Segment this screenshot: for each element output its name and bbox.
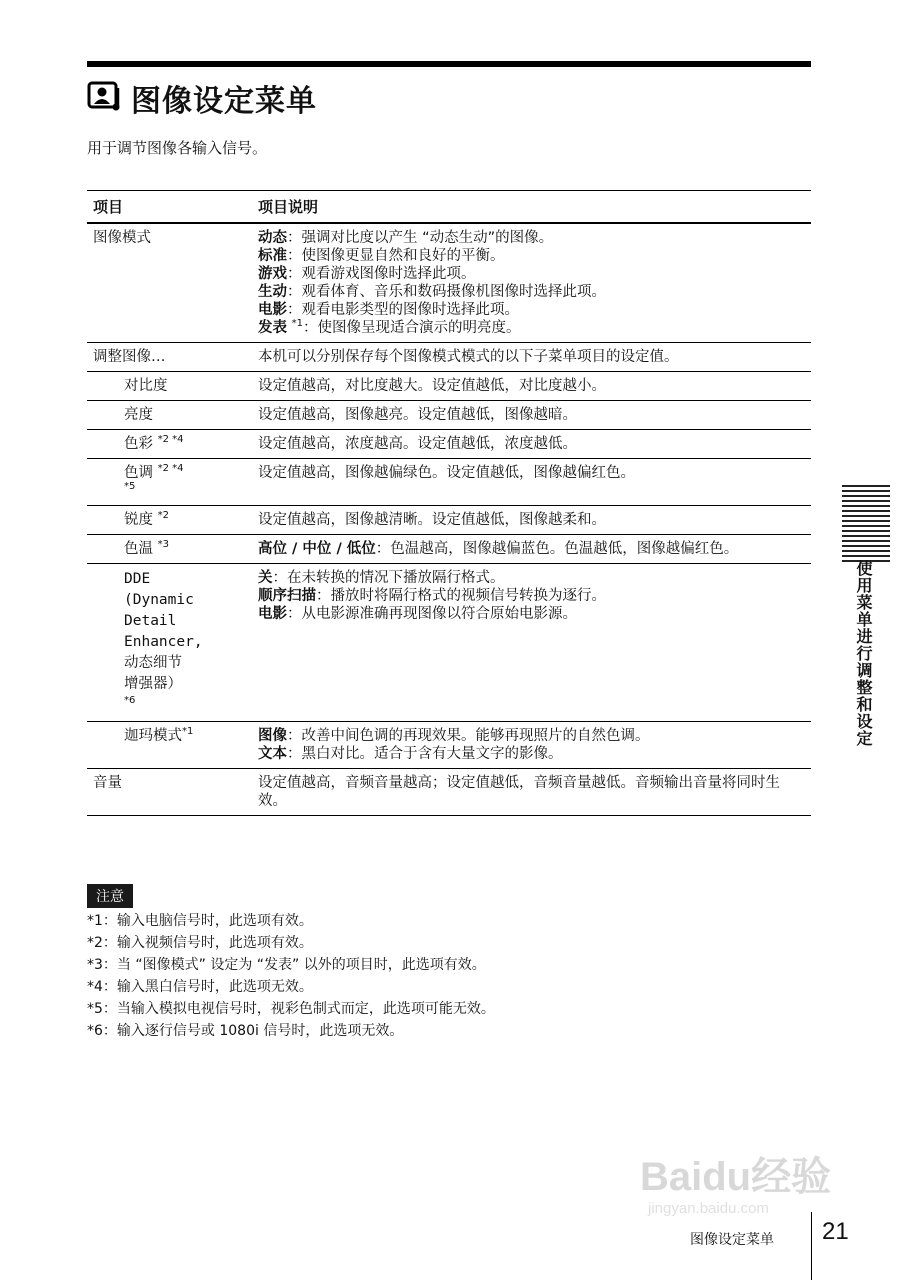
note-item: *2：输入视频信号时，此选项有效。: [87, 935, 313, 951]
desc-line: 动态：强调对比度以产生 “动态生动”的图像。: [258, 230, 554, 246]
row-desc: 设定值越高，图像越亮。设定值越低，图像越暗。: [252, 401, 811, 430]
page-number: 21: [822, 1218, 849, 1245]
desc-line: 标准：使图像更显自然和良好的平衡。: [258, 248, 505, 264]
top-rule: [87, 61, 811, 67]
title-text: 图像设定菜单: [131, 84, 317, 119]
table-row: [87, 401, 811, 430]
col-desc-header: 项目说明: [252, 191, 811, 224]
table-header: [87, 191, 811, 224]
col-item-header: 项目: [87, 191, 252, 224]
desc-line: 游戏：观看游戏图像时选择此项。: [258, 266, 476, 282]
notes-list: [87, 910, 495, 1042]
desc-line: 关：在未转换的情况下播放隔行格式。: [258, 570, 505, 586]
footer-section-title: 图像设定菜单: [690, 1232, 774, 1248]
row-label: DDE (Dynamic Detail Enhancer, 动态细节 增强器） $^{*6}$: [87, 564, 252, 722]
table-row: [87, 459, 811, 506]
chapter-tab-stripes: [842, 485, 890, 565]
desc-line: 生动：观看体育、音乐和数码摄像机图像时选择此项。: [258, 284, 606, 300]
row-label: 对比度: [87, 372, 252, 401]
desc-line: 顺序扫描：播放时将隔行格式的视频信号转换为逐行。: [258, 588, 606, 604]
note-item: *4：输入黑白信号时，此选项无效。: [87, 979, 313, 995]
desc-line: 发表 $^{*1}$：使图像呈现适合演示的明亮度。: [258, 318, 521, 336]
row-label: 图像模式: [87, 223, 252, 343]
picture-menu-icon: [87, 80, 125, 116]
table-row: [87, 535, 811, 564]
row-label: 迦玛模式$^{*1}$: [87, 722, 252, 769]
row-desc: 设定值越高，图像越清晰。设定值越低，图像越柔和。: [252, 506, 811, 535]
note-item: *6：输入逐行信号或 1080i 信号时，此选项无效。: [87, 1023, 404, 1039]
watermark-logo: Baidu经验: [640, 1155, 832, 1199]
table-row: [87, 343, 811, 372]
row-label: 亮度: [87, 401, 252, 430]
desc-line: 电影：观看电影类型的图像时选择此项。: [258, 302, 519, 318]
table-row: [87, 564, 811, 722]
watermark-url: jingyan.baidu.com: [648, 1200, 769, 1217]
row-desc: 设定值越高，图像越偏绿色。设定值越低，图像越偏红色。: [252, 459, 811, 506]
table-row: [87, 722, 811, 769]
row-label: 色调 $^{*2 *4}$ $^{*5}$: [87, 459, 252, 506]
row-label: 音量: [87, 769, 252, 816]
table-row: [87, 769, 811, 816]
notes-label: 注意: [87, 884, 133, 908]
intro-text: 用于调节图像各输入信号。: [87, 139, 268, 157]
row-desc: [252, 722, 811, 769]
table-row: [87, 372, 811, 401]
page-title: [87, 76, 317, 120]
note-item: *3：当 “图像模式” 设定为 “发表” 以外的项目时，此选项有效。: [87, 957, 486, 973]
settings-table: [87, 190, 811, 816]
table-row: [87, 506, 811, 535]
table-row: [87, 430, 811, 459]
row-desc: [252, 564, 811, 722]
chapter-tab-label: 使用菜单进行调整和设定: [854, 560, 873, 747]
row-desc: [252, 223, 811, 343]
desc-line: 文本：黑白对比。适合于含有大量文字的影像。: [258, 746, 563, 762]
row-desc: 本机可以分别保存每个图像模式模式的以下子菜单项目的设定值。: [252, 343, 811, 372]
row-label: 色彩 $^{*2 *4}$: [87, 430, 252, 459]
desc-line: 图像：改善中间色调的再现效果。能够再现照片的自然色调。: [258, 728, 650, 744]
table-row: [87, 223, 811, 343]
desc-line: 电影：从电影源准确再现图像以符合原始电影源。: [258, 606, 577, 622]
row-desc: 设定值越高，浓度越高。设定值越低，浓度越低。: [252, 430, 811, 459]
row-label: 锐度 $^{*2}$: [87, 506, 252, 535]
row-label: 色温 $^{*3}$: [87, 535, 252, 564]
row-desc: 高位 / 中位 / 低位：色温越高，图像越偏蓝色。色温越低，图像越偏红色。: [252, 535, 811, 564]
row-label: 调整图像…: [87, 343, 252, 372]
row-desc: 设定值越高，音频音量越高；设定值越低，音频音量越低。音频输出音量将同时生效。: [252, 769, 811, 816]
note-item: *5：当输入模拟电视信号时，视彩色制式而定，此选项可能无效。: [87, 1001, 495, 1017]
note-item: *1：输入电脑信号时，此选项有效。: [87, 913, 313, 929]
row-desc: 设定值越高，对比度越大。设定值越低，对比度越小。: [252, 372, 811, 401]
footer-divider: [811, 1212, 812, 1280]
